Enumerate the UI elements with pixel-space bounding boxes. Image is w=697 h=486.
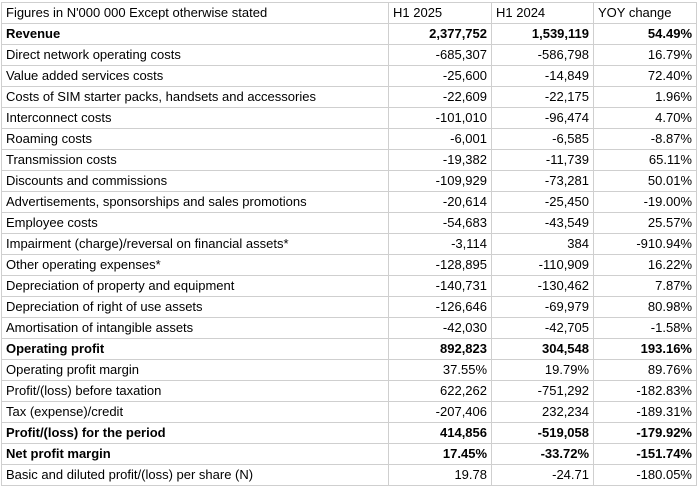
- cell-label[interactable]: Direct network operating costs: [2, 45, 389, 66]
- cell-h1-2025[interactable]: 17.45%: [389, 444, 492, 465]
- table-row: [2, 339, 697, 360]
- cell-h1-2024[interactable]: -11,739: [492, 150, 594, 171]
- cell-h1-2025[interactable]: -19,382: [389, 150, 492, 171]
- cell-label[interactable]: Roaming costs: [2, 129, 389, 150]
- cell-h1-2025[interactable]: 37.55%: [389, 360, 492, 381]
- cell-h1-2025[interactable]: -140,731: [389, 276, 492, 297]
- header-cell-h1-2025[interactable]: H1 2025: [389, 3, 492, 24]
- cell-h1-2025[interactable]: -25,600: [389, 66, 492, 87]
- cell-h1-2025[interactable]: -3,114: [389, 234, 492, 255]
- table-row: [2, 465, 697, 486]
- cell-label[interactable]: Value added services costs: [2, 66, 389, 87]
- cell-h1-2024[interactable]: -22,175: [492, 87, 594, 108]
- cell-h1-2024[interactable]: -42,705: [492, 318, 594, 339]
- cell-h1-2024[interactable]: -24.71: [492, 465, 594, 486]
- table-row: [2, 108, 697, 129]
- cell-label[interactable]: Impairment (charge)/reversal on financial assets*: [2, 234, 389, 255]
- cell-h1-2025[interactable]: -207,406: [389, 402, 492, 423]
- cell-h1-2025[interactable]: -101,010: [389, 108, 492, 129]
- cell-h1-2024[interactable]: -33.72%: [492, 444, 594, 465]
- cell-label[interactable]: Depreciation of property and equipment: [2, 276, 389, 297]
- cell-h1-2024[interactable]: -6,585: [492, 129, 594, 150]
- table-row: [2, 171, 697, 192]
- cell-label[interactable]: Employee costs: [2, 213, 389, 234]
- cell-yoy[interactable]: -8.87%: [594, 129, 697, 150]
- cell-h1-2024[interactable]: 384: [492, 234, 594, 255]
- cell-label[interactable]: Profit/(loss) before taxation: [2, 381, 389, 402]
- cell-label[interactable]: Tax (expense)/credit: [2, 402, 389, 423]
- cell-yoy[interactable]: 25.57%: [594, 213, 697, 234]
- cell-h1-2025[interactable]: -54,683: [389, 213, 492, 234]
- cell-label[interactable]: Advertisements, sponsorships and sales promotions: [2, 192, 389, 213]
- cell-yoy[interactable]: -151.74%: [594, 444, 697, 465]
- cell-label[interactable]: Operating profit: [2, 339, 389, 360]
- cell-h1-2025[interactable]: 2,377,752: [389, 24, 492, 45]
- cell-yoy[interactable]: -179.92%: [594, 423, 697, 444]
- cell-yoy[interactable]: -180.05%: [594, 465, 697, 486]
- cell-label[interactable]: Profit/(loss) for the period: [2, 423, 389, 444]
- cell-label[interactable]: Revenue: [2, 24, 389, 45]
- table-row: [2, 45, 697, 66]
- table-row: [2, 444, 697, 465]
- cell-h1-2025[interactable]: -128,895: [389, 255, 492, 276]
- cell-yoy[interactable]: 65.11%: [594, 150, 697, 171]
- cell-yoy[interactable]: 4.70%: [594, 108, 697, 129]
- cell-yoy[interactable]: 193.16%: [594, 339, 697, 360]
- cell-label[interactable]: Amortisation of intangible assets: [2, 318, 389, 339]
- cell-h1-2025[interactable]: -109,929: [389, 171, 492, 192]
- cell-h1-2024[interactable]: -43,549: [492, 213, 594, 234]
- cell-yoy[interactable]: 72.40%: [594, 66, 697, 87]
- header-cell-label[interactable]: Figures in N'000 000 Except otherwise stated: [2, 3, 389, 24]
- cell-h1-2025[interactable]: 19.78: [389, 465, 492, 486]
- cell-yoy[interactable]: -1.58%: [594, 318, 697, 339]
- header-row: [2, 3, 697, 24]
- cell-label[interactable]: Depreciation of right of use assets: [2, 297, 389, 318]
- cell-yoy[interactable]: 89.76%: [594, 360, 697, 381]
- cell-h1-2024[interactable]: -586,798: [492, 45, 594, 66]
- cell-h1-2025[interactable]: -126,646: [389, 297, 492, 318]
- cell-h1-2024[interactable]: 1,539,119: [492, 24, 594, 45]
- table-row: [2, 192, 697, 213]
- table-row: [2, 318, 697, 339]
- cell-h1-2024[interactable]: -14,849: [492, 66, 594, 87]
- table-row: [2, 66, 697, 87]
- cell-h1-2024[interactable]: 304,548: [492, 339, 594, 360]
- cell-h1-2025[interactable]: -42,030: [389, 318, 492, 339]
- cell-yoy[interactable]: -189.31%: [594, 402, 697, 423]
- cell-h1-2024[interactable]: -130,462: [492, 276, 594, 297]
- table-row: [2, 150, 697, 171]
- cell-yoy[interactable]: 54.49%: [594, 24, 697, 45]
- cell-yoy[interactable]: 1.96%: [594, 87, 697, 108]
- cell-h1-2025[interactable]: 892,823: [389, 339, 492, 360]
- financial-table: [1, 2, 697, 486]
- table-row: [2, 402, 697, 423]
- table-row: [2, 129, 697, 150]
- table-row: [2, 213, 697, 234]
- cell-h1-2024[interactable]: -519,058: [492, 423, 594, 444]
- cell-h1-2024[interactable]: -96,474: [492, 108, 594, 129]
- cell-yoy[interactable]: 16.79%: [594, 45, 697, 66]
- header-cell-yoy[interactable]: YOY change: [594, 3, 697, 24]
- cell-h1-2025[interactable]: -6,001: [389, 129, 492, 150]
- cell-h1-2025[interactable]: 622,262: [389, 381, 492, 402]
- cell-h1-2024[interactable]: 19.79%: [492, 360, 594, 381]
- cell-h1-2025[interactable]: -685,307: [389, 45, 492, 66]
- cell-label[interactable]: Transmission costs: [2, 150, 389, 171]
- cell-label[interactable]: Interconnect costs: [2, 108, 389, 129]
- header-cell-h1-2024[interactable]: H1 2024: [492, 3, 594, 24]
- cell-h1-2025[interactable]: 414,856: [389, 423, 492, 444]
- cell-yoy[interactable]: 16.22%: [594, 255, 697, 276]
- cell-h1-2025[interactable]: -20,614: [389, 192, 492, 213]
- table-row: [2, 234, 697, 255]
- table-row: [2, 297, 697, 318]
- cell-h1-2024[interactable]: -73,281: [492, 171, 594, 192]
- cell-h1-2024[interactable]: 232,234: [492, 402, 594, 423]
- cell-label[interactable]: Discounts and commissions: [2, 171, 389, 192]
- cell-yoy[interactable]: 50.01%: [594, 171, 697, 192]
- cell-yoy[interactable]: -910.94%: [594, 234, 697, 255]
- cell-h1-2024[interactable]: -110,909: [492, 255, 594, 276]
- cell-label[interactable]: Basic and diluted profit/(loss) per share (N): [2, 465, 389, 486]
- table-row: [2, 423, 697, 444]
- cell-yoy[interactable]: -182.83%: [594, 381, 697, 402]
- table-row: [2, 381, 697, 402]
- table-row: [2, 360, 697, 381]
- table-row: [2, 255, 697, 276]
- cell-yoy[interactable]: 7.87%: [594, 276, 697, 297]
- cell-h1-2024[interactable]: -25,450: [492, 192, 594, 213]
- table-row: [2, 24, 697, 45]
- cell-label[interactable]: Operating profit margin: [2, 360, 389, 381]
- cell-h1-2024[interactable]: -751,292: [492, 381, 594, 402]
- cell-h1-2025[interactable]: -22,609: [389, 87, 492, 108]
- cell-yoy[interactable]: -19.00%: [594, 192, 697, 213]
- cell-label[interactable]: Net profit margin: [2, 444, 389, 465]
- table-row: [2, 87, 697, 108]
- cell-label[interactable]: Other operating expenses*: [2, 255, 389, 276]
- cell-h1-2024[interactable]: -69,979: [492, 297, 594, 318]
- cell-yoy[interactable]: 80.98%: [594, 297, 697, 318]
- table-row: [2, 276, 697, 297]
- cell-label[interactable]: Costs of SIM starter packs, handsets and accessories: [2, 87, 389, 108]
